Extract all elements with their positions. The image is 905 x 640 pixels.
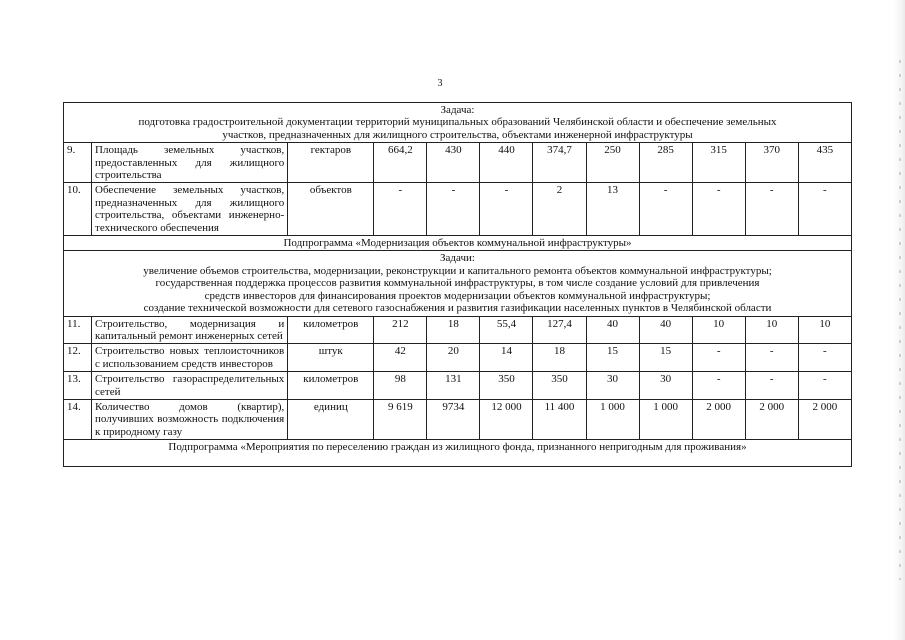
value-cell: - — [639, 183, 692, 236]
value-cell: - — [374, 183, 427, 236]
table-row — [64, 183, 852, 236]
value-cell: 435 — [798, 143, 851, 183]
subprogram-row — [64, 440, 852, 467]
indicator-name: Строительство, модернизация и капитальный ремонт инженерных сетей — [92, 316, 288, 344]
value-cell: 430 — [427, 143, 480, 183]
value-cell: 250 — [586, 143, 639, 183]
task-header-row — [64, 103, 852, 143]
value-cell: 315 — [692, 143, 745, 183]
value-cell: 131 — [427, 372, 480, 400]
indicators-table — [63, 102, 852, 467]
value-cell: - — [745, 183, 798, 236]
task-line: создание технической возможности для сетевого газоснабжения и развития газификации населенных пунктов в Челябинской области — [143, 302, 772, 315]
indicator-name: Обеспечение земельных участков, предназначенных для жилищного строительства, объектами инженерно-технического обеспечения — [92, 183, 288, 236]
value-cell: 40 — [639, 316, 692, 344]
table-row — [64, 344, 852, 372]
value-cell: 10 — [745, 316, 798, 344]
tasks-header — [64, 251, 852, 316]
value-cell: 664,2 — [374, 143, 427, 183]
value-cell: 14 — [480, 344, 533, 372]
value-cell: - — [480, 183, 533, 236]
value-cell: 9 619 — [374, 399, 427, 439]
value-cell: 15 — [586, 344, 639, 372]
value-cell: 212 — [374, 316, 427, 344]
value-cell: 2 000 — [798, 399, 851, 439]
unit-cell: единиц — [288, 399, 374, 439]
value-cell: 30 — [639, 372, 692, 400]
value-cell: 42 — [374, 344, 427, 372]
value-cell: 10 — [798, 316, 851, 344]
value-cell: 350 — [480, 372, 533, 400]
value-cell: 2 000 — [745, 399, 798, 439]
value-cell: 20 — [427, 344, 480, 372]
value-cell: 10 — [692, 316, 745, 344]
table-row — [64, 143, 852, 183]
page-number: 3 — [437, 78, 443, 89]
row-number: 12. — [64, 344, 92, 372]
unit-cell: километров — [288, 372, 374, 400]
value-cell: 127,4 — [533, 316, 586, 344]
indicator-name: Площадь земельных участков, предоставленных для жилищного строительства — [92, 143, 288, 183]
table-row — [64, 316, 852, 344]
value-cell: 98 — [374, 372, 427, 400]
value-cell: 440 — [480, 143, 533, 183]
unit-cell: гектаров — [288, 143, 374, 183]
value-cell: 12 000 — [480, 399, 533, 439]
task-title: Задача: — [440, 104, 475, 116]
value-cell: 1 000 — [586, 399, 639, 439]
indicator-name: Строительство новых теплоисточников с использованием средств инвесторов — [92, 344, 288, 372]
row-number: 11. — [64, 316, 92, 344]
task-header — [64, 103, 852, 143]
unit-cell: километров — [288, 316, 374, 344]
value-cell: 15 — [639, 344, 692, 372]
value-cell: 55,4 — [480, 316, 533, 344]
indicator-name: Строительство газораспределительных сетей — [92, 372, 288, 400]
value-cell: - — [798, 344, 851, 372]
value-cell: 285 — [639, 143, 692, 183]
value-cell: 11 400 — [533, 399, 586, 439]
value-cell: - — [427, 183, 480, 236]
value-cell: - — [692, 372, 745, 400]
subprogram-row — [64, 236, 852, 251]
task-line: средств инвесторов для финансирования проектов модернизации объектов коммунальной инфраструктуры; — [204, 289, 711, 302]
value-cell: - — [798, 372, 851, 400]
value-cell: 30 — [586, 372, 639, 400]
value-cell: 374,7 — [533, 143, 586, 183]
table-row — [64, 372, 852, 400]
value-cell: - — [745, 372, 798, 400]
scan-edge-noise — [899, 60, 901, 580]
value-cell: - — [692, 183, 745, 236]
value-cell: 18 — [427, 316, 480, 344]
value-cell: 2 000 — [692, 399, 745, 439]
value-cell: - — [798, 183, 851, 236]
row-number: 13. — [64, 372, 92, 400]
task-line: увеличение объемов строительства, модернизации, реконструкции и капитального ремонта объектов коммунальной инфраструктуры; — [143, 264, 772, 277]
unit-cell: объектов — [288, 183, 374, 236]
subprogram-title: Подпрограмма «Мероприятия по переселению граждан из жилищного фонда, признанного непригодным для проживания» — [64, 440, 852, 467]
value-cell: 40 — [586, 316, 639, 344]
row-number: 9. — [64, 143, 92, 183]
table-row — [64, 399, 852, 439]
value-cell: 1 000 — [639, 399, 692, 439]
value-cell: - — [692, 344, 745, 372]
value-cell: 370 — [745, 143, 798, 183]
task-line: государственная поддержка процессов развития коммунальной инфраструктуры, в том числе создание условий для привлечения — [155, 277, 760, 290]
task-line: участков, предназначенных для жилищного строительства, объектами инженерной инфраструктуры — [222, 128, 693, 141]
unit-cell: штук — [288, 344, 374, 372]
row-number: 10. — [64, 183, 92, 236]
tasks-title: Задачи: — [440, 252, 475, 265]
task-line: подготовка градостроительной документации территорий муниципальных образований Челябинской области и обеспечение земельных — [138, 116, 777, 129]
value-cell: 2 — [533, 183, 586, 236]
tasks-header-row — [64, 251, 852, 316]
value-cell: - — [745, 344, 798, 372]
value-cell: 350 — [533, 372, 586, 400]
subprogram-title: Подпрограмма «Модернизация объектов коммунальной инфраструктуры» — [64, 236, 852, 251]
value-cell: 9734 — [427, 399, 480, 439]
value-cell: 13 — [586, 183, 639, 236]
value-cell: 18 — [533, 344, 586, 372]
row-number: 14. — [64, 399, 92, 439]
indicator-name: Количество домов (квартир), получивших возможность подключения к природному газу — [92, 399, 288, 439]
